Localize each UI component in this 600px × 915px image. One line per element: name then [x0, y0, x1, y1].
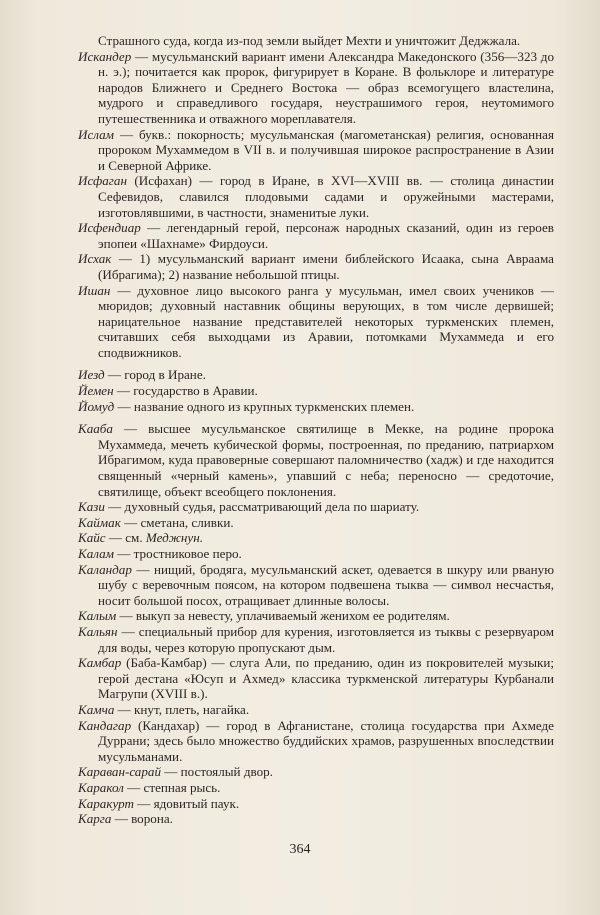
- entry-text: — степная рысь.: [123, 779, 221, 795]
- entry-term: Йемен: [78, 383, 114, 399]
- entry-karakol: [78, 780, 554, 796]
- entry-term: Калым: [78, 608, 117, 624]
- entry-text: — духовный судья, рассматривающий дела по шариату.: [104, 499, 420, 515]
- entry-text: — тростниковое перо.: [114, 546, 242, 561]
- entry-text: — 1) мусульманский вариант имени библейского Исаака, сына Авраама (Ибрагима); 2) название небольшой птицы.: [98, 251, 554, 282]
- entry-yomud: [78, 399, 554, 415]
- entry-term: Каймак: [78, 514, 121, 530]
- entry-islam: [78, 127, 554, 174]
- entry-kalandar: [78, 562, 554, 609]
- entry-term: Искандер: [78, 48, 132, 64]
- entry-kalyan: [78, 624, 554, 655]
- entry-ishan: [78, 283, 554, 361]
- entry-text: (Баба-Камбар) — слуга Али, по преданию, один из покровителей музыки; герой дестана «Юсуп и Ахмед» классика туркменской литературы Курбанали Магрупи (XVIII в.).: [98, 655, 554, 702]
- entry-term: Кайс: [78, 530, 106, 546]
- entry-kambar: [78, 655, 554, 702]
- entry-term: Караван-сарай: [78, 764, 161, 780]
- page-number: 364: [289, 842, 311, 857]
- entry-term: Каландар: [78, 561, 132, 577]
- cross-reference: Меджнун.: [145, 530, 203, 546]
- entry-text: — ядовитый паук.: [133, 795, 240, 811]
- entry-text: (Кандахар) — город в Афганистане, столица государства при Ахмеде Дуррани; здесь было множество буддийских храмов, разрушенных впоследствии мусульманами.: [98, 717, 554, 764]
- entry-text: — нищий, бродяга, мусульманский аскет, одевается в шкуру или рваную шубу с веревочным поясом, на котором подвешена тыква — символ несчастья, носит большой посох, отращивает длинные волосы.: [98, 561, 554, 608]
- entry-kalam: [78, 546, 554, 562]
- entry-iskander: [78, 49, 554, 127]
- entry-text: — государство в Аравии.: [113, 383, 258, 399]
- dictionary-column: [78, 33, 554, 827]
- entry-text: — высшее мусульманское святилище в Мекке, на родине пророка Мухаммеда, мечеть кубической формы, построенная, по преданию, патриархом Ибрагимом, куда правоверные совершают паломничество (хадж) и где находится священный «черный камень», упавший с неба; переносно — средоточие, святилище, объект всеобщего поклонения.: [98, 421, 554, 499]
- entry-iezd: [78, 367, 554, 383]
- entry-term: Кааба: [78, 421, 113, 437]
- entry-term: Иезд: [78, 367, 105, 383]
- entry-text: — выкуп за невесту, уплачиваемый женихом ее родителям.: [116, 608, 450, 624]
- entry-kalym: [78, 608, 554, 624]
- entry-term: Калам: [78, 546, 115, 561]
- entry-term: Кандагар: [78, 717, 132, 733]
- entry-term: Исфендиар: [78, 220, 141, 236]
- entry-term: Карга: [78, 811, 112, 827]
- entry-text: — специальный прибор для курения, изготовляется из тыквы с резервуаром для воды, через которую пропускают дым.: [98, 623, 554, 655]
- entry-continuation: Страшного суда, когда из-под земли выйдет Мехти и уничтожит Деджжала.: [98, 33, 521, 48]
- entry-text: — см.: [105, 530, 146, 546]
- entry-text: — духовное лицо высокого ранга у мусульман, имел своих учеников — мюридов; духовный наставник общины верующих, в том числе дервишей; нарицательное название представителей некоторых туркменских племен, считавших себя выходцами из Аравии, потомками Мухаммеда и его сподвижников.: [98, 282, 554, 360]
- entry-isfagan: [78, 173, 554, 220]
- entry-term: Кальян: [78, 623, 118, 639]
- entry-term: Исфаган: [78, 173, 127, 189]
- entry-kaaba: [78, 421, 554, 499]
- entry-text: — кнут, плеть, нагайка.: [114, 701, 250, 717]
- entry-isfendiar: [78, 220, 554, 251]
- entry-text: — постоялый двор.: [161, 764, 273, 780]
- entry-term: Камча: [78, 701, 115, 717]
- entry-text: (Исфахан) — город в Иране, в XVI—XVIII вв. — столица династии Сефевидов, славился плодовыми садами и оружейными мастерами, изготовлявшими, в частности, знаменитые луки.: [98, 173, 554, 220]
- entry-text: — название одного из крупных туркменских племен.: [114, 398, 415, 414]
- entry-kandagar: [78, 718, 554, 765]
- entry-text: — ворона.: [111, 811, 173, 827]
- entry-term: Каракурт: [78, 795, 134, 811]
- entry-kamcha: [78, 702, 554, 718]
- entry-term: Исхак: [78, 251, 112, 267]
- entry-text: — мусульманский вариант имени Александра Македонского (356—323 до н. э.); почитается как пророк, фигурирует в Коране. В фольклоре и литературе народов Ближнего и Среднего Востока — образ всемогущего властелина, мудрого и справедливого государя, неустрашимого героя, неутомимого путешественника и отважного мореплавателя.: [98, 48, 554, 126]
- entry-text: — легендарный герой, персонаж народных сказаний, один из героев эпопеи «Шахнаме» Фирдоуси.: [98, 220, 554, 251]
- entry-text: — букв.: покорность; мусульманская (магометанская) религия, основанная пророком Мухаммедом в VII в. и получившая широкое распространение в Азии и Северной Африке.: [98, 126, 554, 173]
- entry-kazi: [78, 499, 554, 515]
- entry-term: Каракол: [78, 779, 124, 795]
- entry-term: Кази: [78, 499, 105, 515]
- entry-term: Ислам: [78, 126, 115, 142]
- entry-term: Ишан: [78, 282, 111, 298]
- entry-text: — город в Иране.: [104, 367, 206, 383]
- entry-yemen: [78, 383, 554, 399]
- entry-karga: [78, 811, 554, 827]
- entry-text: — сметана, сливки.: [120, 514, 234, 530]
- entry-ishak: [78, 251, 554, 282]
- entry-term: Камбар: [78, 655, 122, 671]
- entry-karavan-saray: [78, 764, 554, 780]
- entry-term: Йомуд: [78, 398, 115, 414]
- entry-kaymak: [78, 515, 554, 531]
- entry-kays: [78, 530, 554, 546]
- entry-karakurt: [78, 796, 554, 812]
